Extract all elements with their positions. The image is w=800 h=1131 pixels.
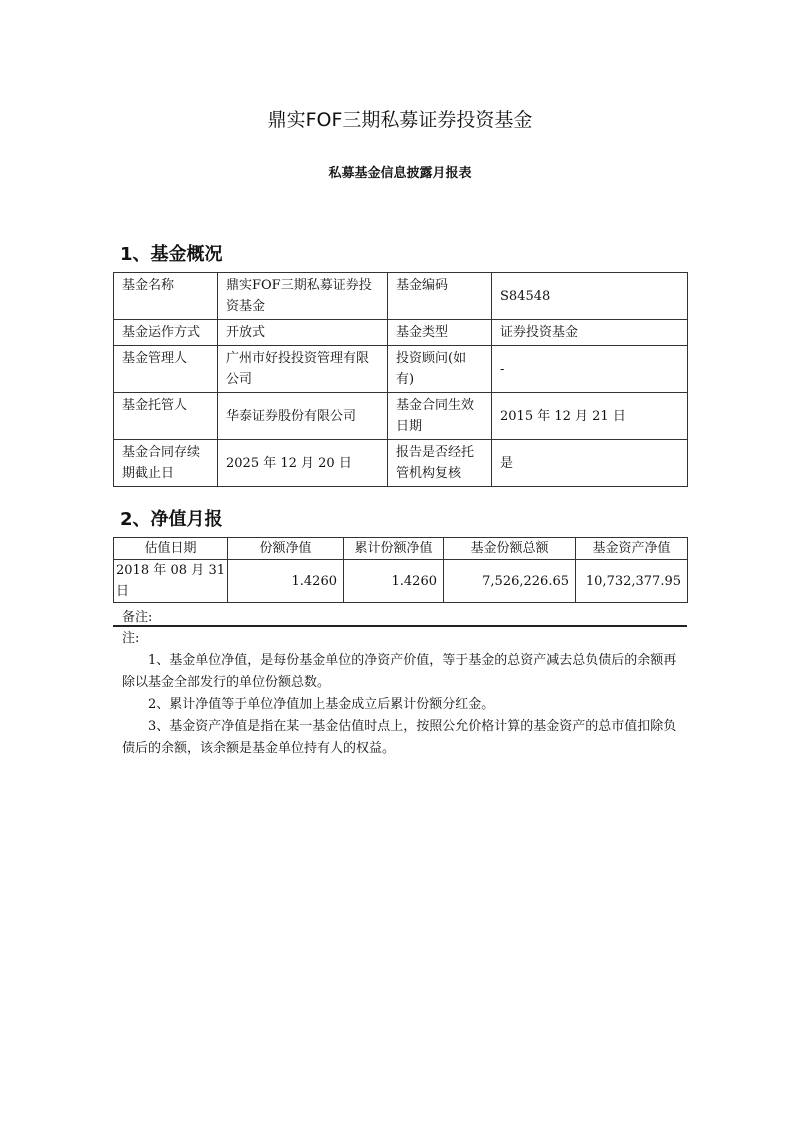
column-header: 份额净值 — [228, 538, 344, 560]
note-item: 2、累计净值等于单位净值加上基金成立后累计份额分红金。 — [148, 697, 495, 712]
column-header: 累计份额净值 — [344, 538, 444, 560]
column-header: 基金份额总额 — [444, 538, 576, 560]
table-row — [114, 320, 688, 346]
cell-label: 基金合同生效日期 — [388, 393, 492, 440]
section2-heading: 2、净值月报 — [120, 509, 223, 530]
divider — [113, 625, 687, 627]
note-item: 3、基金资产净值是指在某一基金估值时点上，按照公允价格计算的基金资产的总市值扣除负债后的余额，该余额是基金单位持有人的权益。 — [122, 719, 677, 756]
fund-overview-table — [113, 272, 688, 487]
cell-label: 基金管理人 — [114, 346, 218, 393]
cell-value: 2015 年 12 月 21 日 — [492, 393, 688, 440]
cell-label: 基金编码 — [388, 273, 492, 320]
cell-label: 基金类型 — [388, 320, 492, 346]
table-row — [114, 393, 688, 440]
cell-value: 证券投资基金 — [492, 320, 688, 346]
cell-label: 基金托管人 — [114, 393, 218, 440]
cumulative-nav: 1.4260 — [344, 560, 444, 603]
cell-label: 投资顾问(如有) — [388, 346, 492, 393]
table-row — [114, 440, 688, 487]
cell-value: 广州市好投投资管理有限公司 — [218, 346, 388, 393]
remark-label: 备注: — [122, 610, 153, 625]
valuation-date: 2018 年 08 月 31 日 — [114, 560, 228, 603]
notes-block — [122, 628, 687, 760]
table-header-row — [114, 538, 688, 560]
cell-value: 鼎实FOF三期私募证券投资基金 — [218, 273, 388, 320]
total-shares: 7,526,226.65 — [444, 560, 576, 603]
table-row — [114, 273, 688, 320]
cell-value: 开放式 — [218, 320, 388, 346]
notes-lead: 注: — [122, 631, 140, 646]
document-subtitle: 私募基金信息披露月报表 — [328, 166, 472, 181]
cell-label: 基金名称 — [114, 273, 218, 320]
cell-label: 报告是否经托管机构复核 — [388, 440, 492, 487]
cell-value: 2025 年 12 月 20 日 — [218, 440, 388, 487]
section1-heading: 1、基金概况 — [120, 244, 223, 265]
cell-value: 华泰证券股份有限公司 — [218, 393, 388, 440]
table-row — [114, 560, 688, 603]
document-title: 鼎实FOF三期私募证券投资基金 — [267, 109, 533, 131]
nav-table — [113, 537, 688, 603]
cell-value: - — [492, 346, 688, 393]
column-header: 估值日期 — [114, 538, 228, 560]
note-item: 1、基金单位净值，是每份基金单位的净资产价值，等于基金的总资产减去总负债后的余额再除以基金全部发行的单位份额总数。 — [122, 653, 677, 690]
cell-value: S84548 — [492, 273, 688, 320]
column-header: 基金资产净值 — [576, 538, 688, 560]
table-row — [114, 346, 688, 393]
net-asset-value: 10,732,377.95 — [576, 560, 688, 603]
cell-value: 是 — [492, 440, 688, 487]
cell-label: 基金运作方式 — [114, 320, 218, 346]
cell-label: 基金合同存续期截止日 — [114, 440, 218, 487]
unit-nav: 1.4260 — [228, 560, 344, 603]
